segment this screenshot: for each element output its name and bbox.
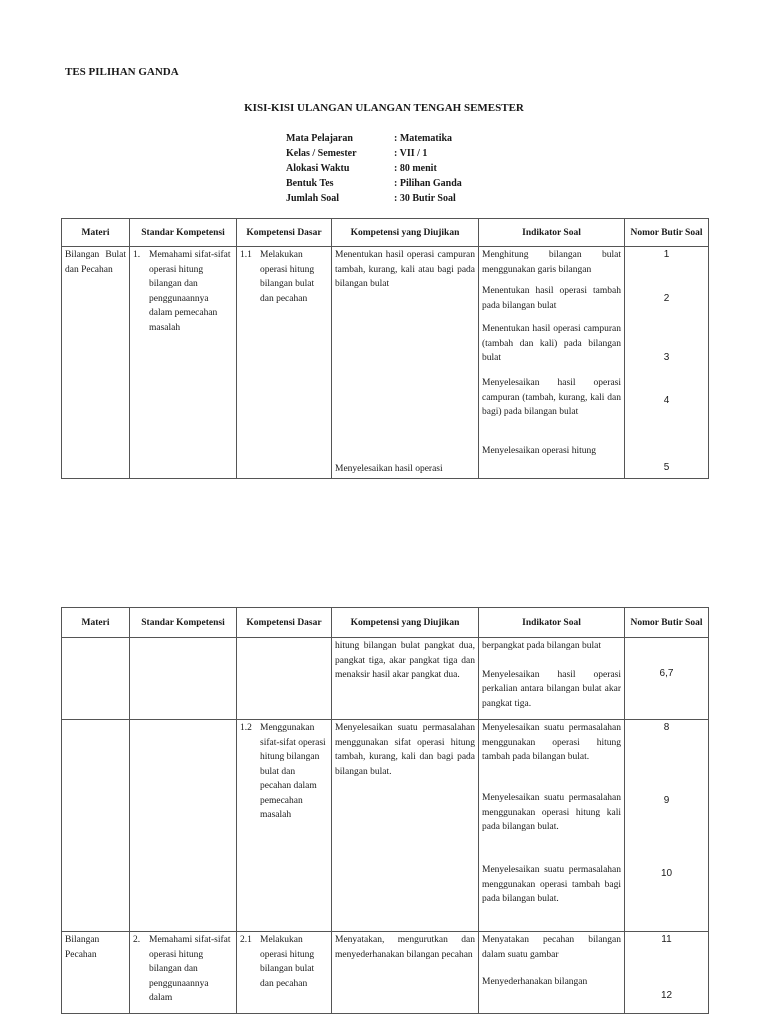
kisi-table-page1 (61, 218, 709, 479)
info-label: Alokasi Waktu (286, 163, 350, 174)
col-header-standar: Standar Kompetensi (130, 608, 237, 638)
indikator-item: Menentukan hasil operasi tambah pada bilangan bulat (482, 286, 621, 311)
table-row (62, 720, 709, 932)
cell-kompetensi-dasar (237, 247, 332, 479)
info-value: : VII / 1 (394, 148, 428, 159)
cell-kompetensi-diujikan: Menyatakan, mengurutkan dan menyederhanakan bilangan pecahan (332, 932, 479, 1014)
table-row (62, 247, 709, 479)
nomor-soal: 1 (663, 249, 670, 260)
info-row (286, 131, 462, 146)
nomor-soal: 11 (661, 934, 672, 945)
col-header-indikator: Indikator Soal (479, 608, 625, 638)
kd-text: Melakukan operasi hitung bilangan bulat dan pecahan (260, 935, 315, 989)
cell-kompetensi-dasar (237, 720, 332, 932)
col-header-nomor: Nomor Butir Soal (625, 219, 709, 247)
nomor-soal: 10 (660, 868, 673, 879)
cell-kompetensi-diujikan: hitung bilangan bulat pangkat dua, pangkat tiga, akar pangkat tiga dan menaksir hasil akar pangkat dua. (332, 638, 479, 720)
info-value: : 80 menit (394, 163, 437, 174)
col-header-kompetensi-diujikan: Kompetensi yang Diujikan (332, 219, 479, 247)
nomor-soal: 2 (663, 293, 670, 304)
col-header-kompetensi-dasar: Kompetensi Dasar (237, 608, 332, 638)
kd-number: 2.1 (240, 935, 252, 945)
nomor-soal: 4 (663, 395, 670, 406)
indikator-item: Menyelesaikan suatu permasalahan menggunakan operasi hitung kali pada bilangan bulat. (482, 793, 621, 832)
cell-nomor (625, 247, 709, 479)
info-label: Kelas / Semester (286, 148, 357, 159)
info-value: : Pilihan Ganda (394, 178, 462, 189)
sk-text: Memahami sifat-sifat operasi hitung bilangan dan penggunaannya dalam (149, 935, 231, 1003)
table-row (62, 638, 709, 720)
indikator-item: Menyatakan pecahan bilangan dalam suatu gambar (482, 935, 621, 960)
cell-materi: Bilangan Bulat dan Pecahan (62, 247, 130, 479)
kd-number: 1.1 (240, 250, 252, 260)
col-header-kompetensi-diujikan: Kompetensi yang Diujikan (332, 608, 479, 638)
info-value: : 30 Butir Soal (394, 193, 456, 204)
kd-text: Menggunakan sifat-sifat operasi hitung bilangan bulat dan pecahan dalam pemecahan masalah (260, 723, 326, 820)
cell-kompetensi-dasar (237, 932, 332, 1014)
cell-kompetensi-diujikan (332, 247, 479, 479)
nomor-soal: 8 (663, 722, 670, 733)
info-row (286, 191, 462, 206)
kdu-text: Menyelesaikan hasil operasi (335, 464, 443, 474)
cell-indikator (479, 247, 625, 479)
sk-number: 2. (133, 935, 141, 945)
info-row (286, 146, 462, 161)
info-row (286, 161, 462, 176)
indikator-item: Menyelesaikan suatu permasalahan menggunakan operasi tambah bagi pada bilangan bulat. (482, 865, 621, 904)
cell-materi (62, 720, 130, 932)
cell-nomor (625, 638, 709, 720)
cell-standar (130, 247, 237, 479)
kd-text: Melakukan operasi hitung bilangan bulat dan pecahan (260, 250, 315, 304)
kisi-table-page2 (61, 607, 709, 1014)
kdu-text: Menentukan hasil operasi campuran tambah, kurang, kali atau bagi pada bilangan bulat (335, 250, 475, 289)
indikator-item: Menyelesaikan operasi hitung (482, 446, 596, 456)
col-header-standar: Standar Kompetensi (130, 219, 237, 247)
heading-top: TES PILIHAN GANDA (65, 66, 179, 78)
cell-indikator (479, 638, 625, 720)
cell-indikator (479, 720, 625, 932)
info-block (286, 131, 462, 206)
info-label: Mata Pelajaran (286, 133, 353, 144)
indikator-item: Menyelesaikan suatu permasalahan menggunakan operasi hitung tambah pada bilangan bulat. (482, 723, 621, 762)
info-label: Bentuk Tes (286, 178, 334, 189)
cell-standar (130, 720, 237, 932)
col-header-materi: Materi (62, 219, 130, 247)
table-header-row (62, 219, 709, 247)
cell-nomor (625, 720, 709, 932)
info-label: Jumlah Soal (286, 193, 340, 204)
cell-standar (130, 638, 237, 720)
indikator-item: Menghitung bilangan bulat menggunakan garis bilangan (482, 250, 621, 275)
cell-kompetensi-diujikan: Menyelesaikan suatu permasalahan menggunakan sifat operasi hitung tambah, kurang, kali dan bagi pada bilangan bulat. (332, 720, 479, 932)
nomor-soal: 5 (663, 462, 670, 473)
kd-number: 1.2 (240, 723, 252, 733)
heading-main: KISI-KISI ULANGAN ULANGAN TENGAH SEMESTER (244, 102, 524, 114)
nomor-soal: 12 (660, 990, 673, 1001)
indikator-item: Menyederhanakan bilangan (482, 977, 588, 987)
nomor-soal: 9 (663, 795, 670, 806)
col-header-kompetensi-dasar: Kompetensi Dasar (237, 219, 332, 247)
nomor-soal: 6,7 (659, 668, 674, 679)
table-header-row (62, 608, 709, 638)
cell-materi (62, 638, 130, 720)
cell-kompetensi-dasar (237, 638, 332, 720)
cell-nomor (625, 932, 709, 1014)
col-header-materi: Materi (62, 608, 130, 638)
indikator-item: Menyelesaikan hasil operasi campuran (tambah, kurang, kali dan bagi) pada bilangan bulat (482, 378, 621, 417)
cell-materi: Bilangan Pecahan (62, 932, 130, 1014)
indikator-item: Menentukan hasil operasi campuran (tambah dan kali) pada bilangan bulat (482, 324, 621, 363)
indikator-item: berpangkat pada bilangan bulat (482, 641, 601, 651)
col-header-indikator: Indikator Soal (479, 219, 625, 247)
sk-text: Memahami sifat-sifat operasi hitung bilangan dan penggunaannya dalam pemecahan masalah (149, 250, 231, 333)
table-row (62, 932, 709, 1014)
info-value: : Matematika (394, 133, 453, 144)
col-header-nomor: Nomor Butir Soal (625, 608, 709, 638)
indikator-item: Menyelesaikan hasil operasi perkalian antara bilangan bulat akar pangkat tiga. (482, 669, 621, 709)
sk-number: 1. (133, 250, 141, 260)
cell-standar (130, 932, 237, 1014)
nomor-soal: 3 (663, 352, 670, 363)
cell-indikator (479, 932, 625, 1014)
info-row (286, 176, 462, 191)
